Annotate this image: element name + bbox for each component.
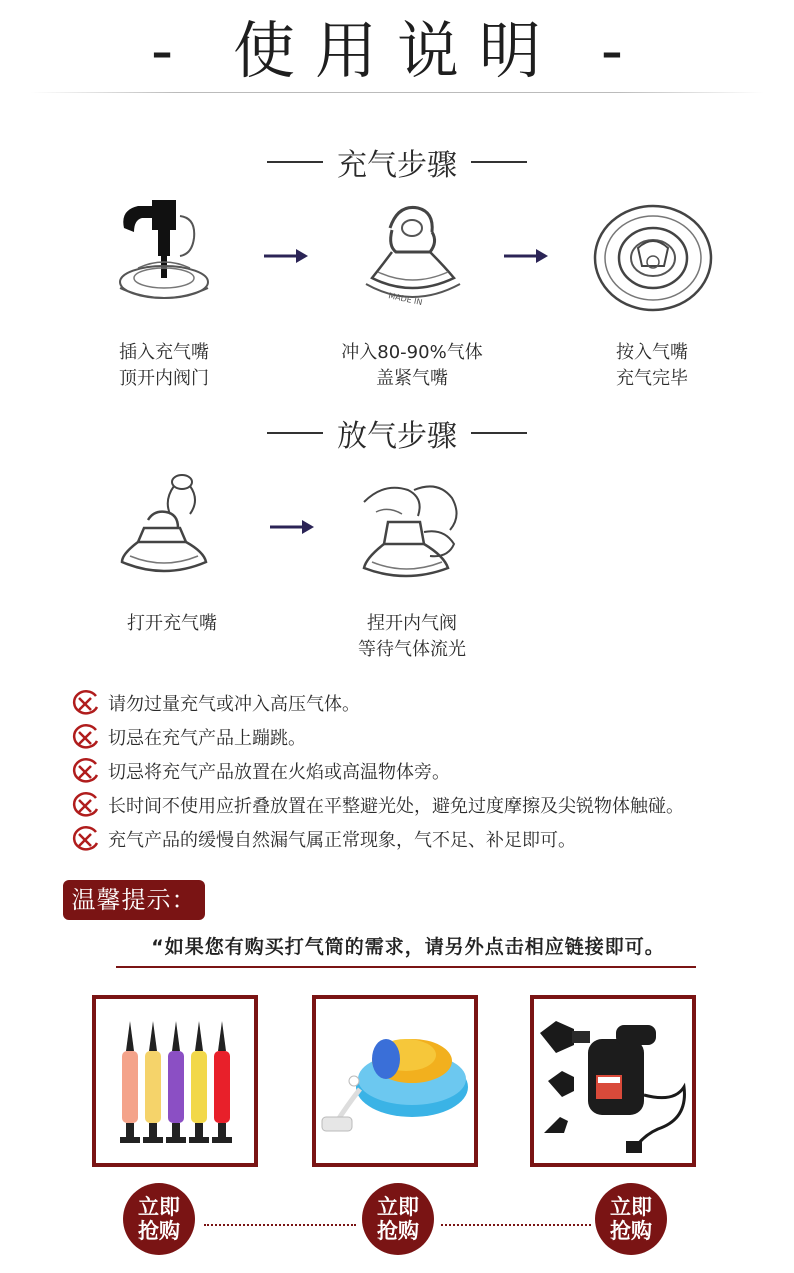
caption-line: 冲入80-90%气体: [341, 342, 483, 363]
product-card-hand-pump[interactable]: [92, 995, 258, 1167]
caption-line: 打开充气嘴: [127, 613, 217, 634]
caption-line: 按入气嘴: [616, 342, 688, 363]
prohibit-icon: [70, 724, 100, 750]
heading-line-left: [267, 432, 323, 434]
inflate-heading: [0, 140, 794, 184]
buy-label-line: 立即: [138, 1195, 180, 1219]
warning-text: 请勿过量充气或冲入高压气体。: [108, 694, 360, 715]
inflate-heading-text: 充气步骤: [337, 148, 457, 183]
warning-item: [70, 822, 790, 856]
caption-line: 盖紧气嘴: [376, 368, 448, 389]
warning-item: [70, 788, 790, 822]
warning-list: [70, 686, 790, 856]
buy-label-line: 抢购: [610, 1219, 652, 1243]
tip-badge: 温馨提示：: [63, 880, 205, 920]
buy-label-line: 立即: [377, 1195, 419, 1219]
warning-item: [70, 686, 790, 720]
dotted-separator: [204, 1224, 356, 1226]
buy-label-line: 立即: [610, 1195, 652, 1219]
warning-text: 切忌将充气产品放置在火焰或高温物体旁。: [108, 762, 450, 783]
arrow-right-icon: [502, 247, 550, 265]
foot-pump-icon: [316, 999, 474, 1163]
buy-now-button-foot-pump[interactable]: [362, 1183, 434, 1255]
inflate-step-2-caption: [302, 340, 522, 392]
prohibit-icon: [70, 690, 100, 716]
warning-text: 切忌在充气产品上蹦跳。: [108, 728, 306, 749]
deflate-heading-text: 放气步骤: [337, 419, 457, 454]
product-card-foot-pump[interactable]: [312, 995, 478, 1167]
squeeze-valve-illustration: [344, 472, 470, 588]
buy-now-label: [610, 1195, 652, 1243]
title-divider: [30, 92, 764, 93]
cap-nozzle-illustration: [352, 198, 472, 316]
svg-text:MADE IN: MADE IN: [387, 291, 424, 308]
page-title: - 使用说明 -: [150, 14, 644, 87]
heading-line-right: [471, 161, 527, 163]
caption-line: 插入充气嘴: [119, 342, 209, 363]
pressed-nozzle-illustration: [592, 202, 714, 314]
deflate-heading: [0, 411, 794, 455]
buy-label-line: 抢购: [377, 1219, 419, 1243]
dotted-separator: [441, 1224, 591, 1226]
prohibit-icon: [70, 758, 100, 784]
inflate-step-3-caption: [542, 340, 762, 392]
caption-line: 充气完毕: [616, 368, 688, 389]
warning-text: 充气产品的缓慢自然漏气属正常现象，气不足、补足即可。: [108, 830, 576, 851]
warning-text: 长时间不使用应折叠放置在平整避光处，避免过度摩擦及尖锐物体触碰。: [108, 796, 684, 817]
heading-line-left: [267, 161, 323, 163]
buy-now-label: [138, 1195, 180, 1243]
electric-pump-icon: [534, 999, 692, 1163]
caption-line: 顶开内阀门: [119, 368, 209, 389]
open-nozzle-illustration: [104, 470, 224, 588]
caption-line: 捏开内气阀: [367, 613, 457, 634]
caption-line: 等待气体流光: [358, 639, 466, 660]
buy-now-button-electric-pump[interactable]: [595, 1183, 667, 1255]
tip-notice: “如果您有购买打气筒的需求，请另外点击相应链接即可。: [151, 936, 665, 958]
warning-item: [70, 754, 790, 788]
hand-pump-set-icon: [96, 999, 254, 1163]
deflate-step-1-caption: [62, 611, 282, 637]
prohibit-icon: [70, 826, 100, 852]
notice-underline: [116, 966, 696, 968]
product-card-electric-pump[interactable]: [530, 995, 696, 1167]
arrow-right-icon: [268, 518, 316, 536]
buy-now-label: [377, 1195, 419, 1243]
warning-item: [70, 720, 790, 754]
buy-now-button-hand-pump[interactable]: [123, 1183, 195, 1255]
heading-line-right: [471, 432, 527, 434]
insert-nozzle-illustration: [104, 198, 224, 316]
arrow-right-icon: [262, 247, 310, 265]
deflate-step-2-caption: [302, 611, 522, 663]
buy-label-line: 抢购: [138, 1219, 180, 1243]
inflate-step-1-caption: [54, 340, 274, 392]
prohibit-icon: [70, 792, 100, 818]
